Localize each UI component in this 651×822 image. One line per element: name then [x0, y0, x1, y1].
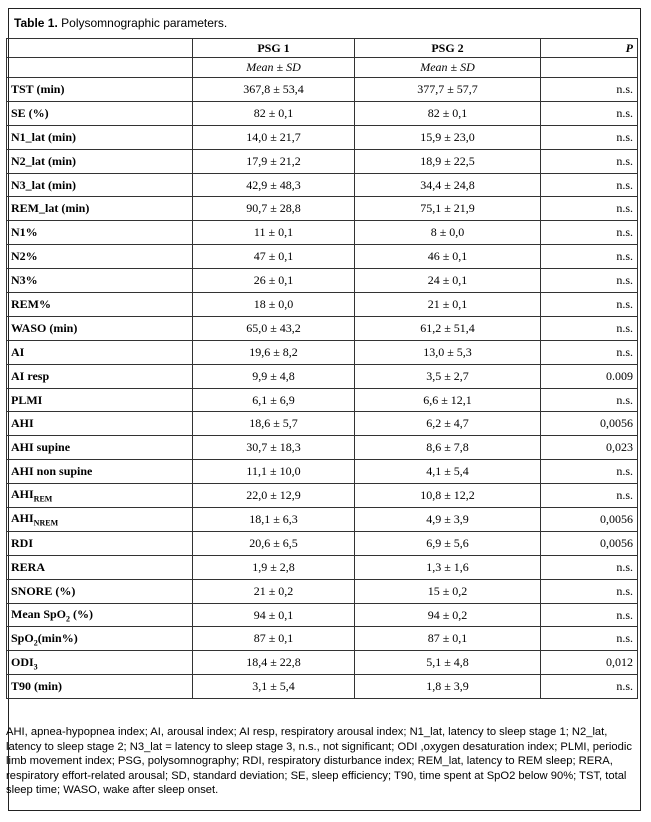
row-psg1-value: 367,8 ± 53,4 [193, 78, 355, 102]
row-parameter-text: N3_lat (min) [11, 177, 76, 192]
table-row [7, 316, 638, 340]
row-p-value: n.s. [541, 579, 638, 603]
row-psg1-value: 94 ± 0,1 [193, 603, 355, 627]
row-parameter-label [7, 675, 193, 699]
row-p-value: n.s. [541, 484, 638, 508]
table-row [7, 221, 638, 245]
row-parameter-text: SpO [11, 630, 34, 645]
row-parameter-text: WASO (min) [11, 320, 78, 335]
row-psg1-value: 18,6 ± 5,7 [193, 412, 355, 436]
row-parameter-text: AI resp [11, 368, 50, 383]
row-parameter-text: SE (%) [11, 105, 49, 120]
row-p-value: n.s. [541, 197, 638, 221]
row-parameter-subscript: 2 [66, 614, 71, 624]
row-p-value: n.s. [541, 627, 638, 651]
table-row [7, 579, 638, 603]
row-psg2-value: 13,0 ± 5,3 [355, 340, 541, 364]
row-parameter-label [7, 484, 193, 508]
row-parameter-text: PLMI [11, 392, 43, 407]
row-p-value: n.s. [541, 221, 638, 245]
header-cell-psg1: PSG 1 [193, 39, 355, 58]
row-psg2-value: 75,1 ± 21,9 [355, 197, 541, 221]
row-psg2-value: 46 ± 0,1 [355, 245, 541, 269]
row-psg1-value: 22,0 ± 12,9 [193, 484, 355, 508]
row-psg2-value: 82 ± 0,1 [355, 101, 541, 125]
table-row [7, 531, 638, 555]
subheader-cell-empty [7, 58, 193, 78]
row-psg1-value: 47 ± 0,1 [193, 245, 355, 269]
row-parameter-text: AHI [11, 511, 34, 526]
row-parameter-suffix: (min%) [37, 630, 78, 645]
row-parameter-label [7, 149, 193, 173]
table-row [7, 675, 638, 699]
row-psg1-value: 20,6 ± 6,5 [193, 531, 355, 555]
row-p-value: n.s. [541, 78, 638, 102]
table-row [7, 101, 638, 125]
row-parameter-text: N3% [11, 273, 38, 288]
row-psg1-value: 9,9 ± 4,8 [193, 364, 355, 388]
table-row [7, 149, 638, 173]
row-parameter-text: ODI [11, 654, 34, 669]
row-parameter-text: N1% [11, 225, 38, 240]
row-psg1-value: 18,1 ± 6,3 [193, 508, 355, 532]
table-row [7, 603, 638, 627]
row-psg2-value: 34,4 ± 24,8 [355, 173, 541, 197]
table-row [7, 388, 638, 412]
row-parameter-subscript: NREM [33, 518, 59, 528]
table-row [7, 173, 638, 197]
table-caption-label: Table 1. [14, 16, 58, 30]
table-row [7, 460, 638, 484]
row-parameter-label [7, 101, 193, 125]
row-psg1-value: 26 ± 0,1 [193, 269, 355, 293]
row-psg1-value: 18,4 ± 22,8 [193, 651, 355, 675]
row-psg2-value: 8,6 ± 7,8 [355, 436, 541, 460]
row-p-value: n.s. [541, 269, 638, 293]
row-psg1-value: 17,9 ± 21,2 [193, 149, 355, 173]
row-psg2-value: 4,9 ± 3,9 [355, 508, 541, 532]
table-row [7, 197, 638, 221]
row-p-value: 0,0056 [541, 412, 638, 436]
row-p-value: n.s. [541, 340, 638, 364]
row-p-value: 0,0056 [541, 508, 638, 532]
header-cell-p: P [541, 39, 638, 58]
table-caption [9, 9, 640, 37]
table-row [7, 245, 638, 269]
table-row [7, 627, 638, 651]
row-parameter-label [7, 245, 193, 269]
row-p-value: n.s. [541, 675, 638, 699]
subheader-cell-p [541, 58, 638, 78]
row-parameter-label [7, 579, 193, 603]
row-parameter-label [7, 555, 193, 579]
row-parameter-label [7, 651, 193, 675]
table-row [7, 555, 638, 579]
row-psg2-value: 4,1 ± 5,4 [355, 460, 541, 484]
row-parameter-label [7, 316, 193, 340]
row-parameter-text: AHI supine [11, 440, 71, 455]
row-p-value: n.s. [541, 149, 638, 173]
row-parameter-label [7, 173, 193, 197]
row-psg2-value: 6,9 ± 5,6 [355, 531, 541, 555]
row-psg2-value: 15,9 ± 23,0 [355, 125, 541, 149]
row-p-value: n.s. [541, 293, 638, 317]
row-psg1-value: 19,6 ± 8,2 [193, 340, 355, 364]
row-psg1-value: 6,1 ± 6,9 [193, 388, 355, 412]
row-parameter-subscript: REM [33, 494, 53, 504]
row-parameter-label [7, 197, 193, 221]
row-psg1-value: 87 ± 0,1 [193, 627, 355, 651]
row-parameter-label [7, 436, 193, 460]
row-psg2-value: 87 ± 0,1 [355, 627, 541, 651]
row-psg2-value: 6,2 ± 4,7 [355, 412, 541, 436]
row-p-value: n.s. [541, 173, 638, 197]
row-psg2-value: 61,2 ± 51,4 [355, 316, 541, 340]
row-parameter-text: N1_lat (min) [11, 129, 76, 144]
row-parameter-text: AI [11, 344, 25, 359]
header-cell-parameter [7, 39, 193, 58]
row-psg1-value: 65,0 ± 43,2 [193, 316, 355, 340]
row-parameter-label [7, 293, 193, 317]
row-psg2-value: 6,6 ± 12,1 [355, 388, 541, 412]
row-parameter-label [7, 364, 193, 388]
table-footnote: AHI, apnea-hypopnea index; AI, arousal index; AI resp, respiratory arousal index; N1_lat, latency to sleep stage 1; N2_lat, latency to sleep stage 2; N3_lat = latency to sleep stage 3, n.s., not significant; ODI ,oxygen desaturation index; PLMI, periodic limb movement index; PSG, polysomnography; RDI, respiratory disturbance index; REM_lat, latency to REM sleep; RERA, respiratory effort-related arousal; SD, standard deviation; SE, sleep efficiency; T90, time spent at SpO2 below 90%; TST, total sleep time; WASO, wake after sleep onset. [6, 726, 632, 796]
row-parameter-text: Mean SpO [11, 606, 67, 621]
row-psg1-value: 1,9 ± 2,8 [193, 555, 355, 579]
row-psg1-value: 21 ± 0,2 [193, 579, 355, 603]
row-parameter-text: REM% [11, 296, 51, 311]
row-parameter-text: REM_lat (min) [11, 201, 90, 216]
table-subheader-row [7, 58, 638, 78]
subheader-cell-psg1: Mean ± SD [193, 58, 355, 78]
row-parameter-label [7, 603, 193, 627]
row-parameter-text: T90 (min) [11, 679, 62, 694]
row-parameter-subscript: 3 [33, 662, 38, 672]
row-p-value: n.s. [541, 388, 638, 412]
table-row [7, 436, 638, 460]
row-parameter-label [7, 221, 193, 245]
row-p-value: n.s. [541, 460, 638, 484]
row-parameter-label [7, 508, 193, 532]
table-caption-title: Polysomnographic parameters. [61, 16, 228, 30]
row-psg2-value: 21 ± 0,1 [355, 293, 541, 317]
row-p-value: 0,0056 [541, 531, 638, 555]
row-psg1-value: 90,7 ± 28,8 [193, 197, 355, 221]
table-row [7, 484, 638, 508]
row-parameter-label [7, 412, 193, 436]
row-parameter-text: N2_lat (min) [11, 153, 76, 168]
row-psg2-value: 1,3 ± 1,6 [355, 555, 541, 579]
row-p-value: 0,012 [541, 651, 638, 675]
row-p-value: n.s. [541, 316, 638, 340]
row-parameter-label [7, 388, 193, 412]
header-cell-psg2: PSG 2 [355, 39, 541, 58]
row-parameter-text: TST (min) [11, 81, 65, 96]
row-parameter-label [7, 531, 193, 555]
row-p-value: 0.009 [541, 364, 638, 388]
table-row [7, 340, 638, 364]
row-parameter-text: N2% [11, 249, 38, 264]
row-p-value: n.s. [541, 101, 638, 125]
row-p-value: 0,023 [541, 436, 638, 460]
row-parameter-text: RERA [11, 559, 46, 574]
table-row [7, 78, 638, 102]
table-row [7, 364, 638, 388]
row-psg1-value: 3,1 ± 5,4 [193, 675, 355, 699]
row-p-value: n.s. [541, 603, 638, 627]
row-psg2-value: 10,8 ± 12,2 [355, 484, 541, 508]
table-row [7, 412, 638, 436]
row-psg1-value: 30,7 ± 18,3 [193, 436, 355, 460]
row-parameter-label [7, 125, 193, 149]
row-parameter-label [7, 269, 193, 293]
table-row [7, 269, 638, 293]
table-row [7, 508, 638, 532]
row-psg2-value: 5,1 ± 4,8 [355, 651, 541, 675]
row-parameter-label [7, 340, 193, 364]
row-psg1-value: 18 ± 0,0 [193, 293, 355, 317]
row-psg2-value: 1,8 ± 3,9 [355, 675, 541, 699]
row-parameter-label [7, 78, 193, 102]
row-psg2-value: 18,9 ± 22,5 [355, 149, 541, 173]
row-parameter-text: AHI [11, 487, 34, 502]
row-psg1-value: 82 ± 0,1 [193, 101, 355, 125]
table-row [7, 651, 638, 675]
row-psg2-value: 15 ± 0,2 [355, 579, 541, 603]
row-parameter-text: RDI [11, 535, 34, 550]
row-parameter-suffix: (%) [70, 606, 94, 621]
row-psg2-value: 377,7 ± 57,7 [355, 78, 541, 102]
subheader-cell-psg2: Mean ± SD [355, 58, 541, 78]
table-header-row [7, 39, 638, 58]
row-psg1-value: 42,9 ± 48,3 [193, 173, 355, 197]
row-psg1-value: 14,0 ± 21,7 [193, 125, 355, 149]
table-row [7, 293, 638, 317]
row-psg2-value: 3,5 ± 2,7 [355, 364, 541, 388]
row-parameter-text: AHI [11, 416, 34, 431]
row-p-value: n.s. [541, 125, 638, 149]
row-psg1-value: 11 ± 0,1 [193, 221, 355, 245]
row-parameter-label [7, 460, 193, 484]
row-parameter-subscript: 2 [33, 638, 38, 648]
row-parameter-label [7, 627, 193, 651]
table-row [7, 125, 638, 149]
row-psg1-value: 11,1 ± 10,0 [193, 460, 355, 484]
row-psg2-value: 94 ± 0,2 [355, 603, 541, 627]
row-p-value: n.s. [541, 245, 638, 269]
row-p-value: n.s. [541, 555, 638, 579]
parameters-table [6, 38, 638, 699]
row-parameter-text: SNORE (%) [11, 583, 76, 598]
row-parameter-text: AHI non supine [11, 464, 93, 479]
row-psg2-value: 24 ± 0,1 [355, 269, 541, 293]
row-psg2-value: 8 ± 0,0 [355, 221, 541, 245]
